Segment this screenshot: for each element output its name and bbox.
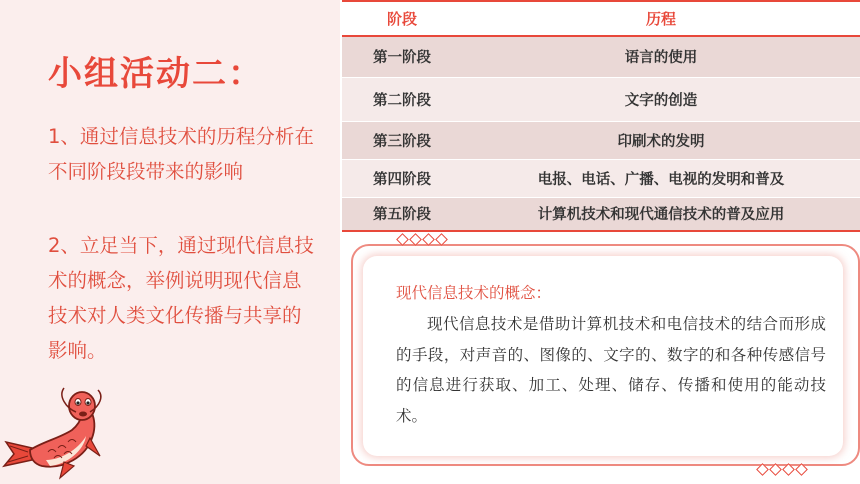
history-cell: 电报、电话、广播、电视的发明和普及 [462,159,860,197]
stage-cell: 第一阶段 [342,36,462,77]
stage-cell: 第四阶段 [342,159,462,197]
table-row [342,197,860,231]
stage-cell: 第五阶段 [342,197,462,231]
table-row [342,121,860,159]
table-row [342,36,860,77]
history-cell: 文字的创造 [462,77,860,121]
header-history: 历程 [462,1,860,36]
slide-title: 小组活动二： [48,54,264,94]
activity-point-2: 2、立足当下，通过现代信息技术的概念，举例说明现代信息技术对人类文化传播与共享的影响。 [48,234,314,362]
table-row [342,159,860,197]
diamond-divider-icon [398,235,446,244]
stage-table [342,0,860,232]
table-row [342,77,860,121]
history-cell: 印刷术的发明 [462,121,860,159]
concept-body: 现代信息技术是借助计算机技术和电信技术的结合而形成的手段，对声音的、图像的、文字的、数字的和各种传感信号的信息进行获取、加工、处理、储存、传播和使用的能动技术。 [396,315,826,425]
diamond-divider-icon [758,465,806,474]
history-cell: 计算机技术和现代通信技术的普及应用 [462,197,860,231]
concept-title: 现代信息技术的概念： [396,284,552,302]
stage-cell: 第三阶段 [342,121,462,159]
stage-cell: 第二阶段 [342,77,462,121]
table-header-row [342,1,860,36]
koi-fish-icon [2,386,110,484]
history-cell: 语言的使用 [462,36,860,77]
header-stage: 阶段 [342,1,462,36]
activity-point-1: 1、通过信息技术的历程分析在不同阶段段带来的影响 [48,125,314,183]
